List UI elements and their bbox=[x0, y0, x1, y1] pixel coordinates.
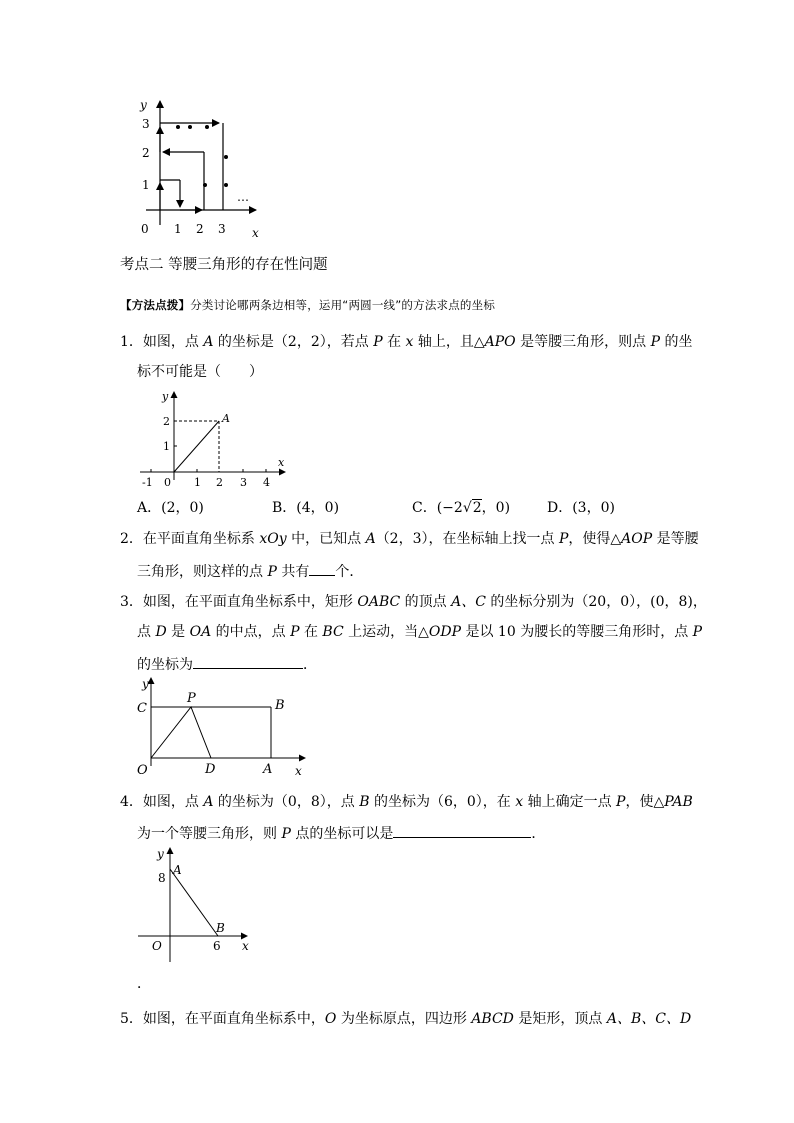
x-value-6: 6 bbox=[213, 939, 221, 953]
answer-blank[interactable] bbox=[393, 823, 531, 838]
option-a[interactable]: A．(2，0) bbox=[137, 500, 204, 516]
point-d-label: D bbox=[205, 762, 216, 777]
q1-line1: 1．如图，点 A 的坐标是（2，2），若点 P 在 x 轴上，且△APO 是等腰三角形，则点 P 的坐 bbox=[120, 334, 693, 350]
origin-label: 0 bbox=[141, 222, 149, 236]
q2-line2: 三角形，则这样的点 P 共有 个． bbox=[137, 561, 363, 581]
y-tick: 1 bbox=[142, 178, 150, 192]
q4-line2: 为一个等腰三角形，则 P 点的坐标可以是 ． bbox=[137, 823, 545, 843]
x-tick: 2 bbox=[216, 476, 223, 488]
y-value-8: 8 bbox=[158, 871, 166, 885]
figure-q4 bbox=[135, 844, 255, 968]
method-tip: 【方法点拨】分类讨论哪两条边相等，运用“两圆一线”的方法求点的坐标 bbox=[120, 298, 496, 312]
point-a-label: A bbox=[222, 412, 230, 425]
y-tick: 1 bbox=[163, 440, 170, 453]
y-axis-label: y bbox=[157, 847, 164, 861]
x-tick: 1 bbox=[174, 222, 182, 236]
x-tick: 1 bbox=[194, 476, 201, 488]
q4-trailing-dot: ． bbox=[137, 976, 151, 992]
x-tick: 3 bbox=[240, 476, 247, 488]
figure-lattice-path bbox=[130, 95, 270, 245]
q4-line1: 4．如图，点 A 的坐标为（0，8），点 B 的坐标为（6，0），在 x 轴上确定一点 P，使△PAB bbox=[120, 794, 693, 810]
y-axis-label: y bbox=[162, 390, 169, 403]
y-axis-label: y bbox=[140, 98, 147, 112]
q2-line1: 2．在平面直角坐标系 xOy 中，已知点 A（2，3），在坐标轴上找一点 P，使得△AOP 是等腰 bbox=[120, 531, 699, 547]
ellipsis: … bbox=[237, 190, 249, 204]
x-tick: 2 bbox=[196, 222, 204, 236]
point-b-label: B bbox=[275, 698, 285, 713]
option-d[interactable]: D．(3，0) bbox=[547, 500, 615, 516]
answer-blank[interactable] bbox=[309, 561, 335, 576]
figure-q3 bbox=[133, 674, 313, 784]
answer-blank[interactable] bbox=[193, 654, 303, 669]
q3-line1: 3．如图，在平面直角坐标系中，矩形 OABC 的顶点 A、C 的坐标分别为（20，0），(0，8)， bbox=[120, 594, 707, 610]
origin-label: O bbox=[137, 763, 148, 778]
point-a-label: A bbox=[173, 863, 182, 877]
q3-line3: 的坐标为 ． bbox=[137, 654, 317, 674]
point-c-label: C bbox=[137, 701, 147, 716]
q3-line2: 点 D 是 OA 的中点，点 P 在 BC 上运动，当△ODP 是以 10 为腰长的等腰三角形时，点 P bbox=[137, 624, 703, 640]
x-axis-label: x bbox=[295, 764, 302, 778]
x-axis-label: x bbox=[252, 226, 259, 240]
point-b-label: B bbox=[216, 921, 225, 935]
x-tick: -1 bbox=[142, 476, 153, 488]
y-axis-label: y bbox=[142, 677, 149, 691]
section-title: 考点二 等腰三角形的存在性问题 bbox=[120, 257, 328, 273]
y-tick: 3 bbox=[142, 117, 150, 131]
x-tick: 4 bbox=[263, 476, 270, 488]
q1-line2: 标不可能是（ ） bbox=[137, 364, 263, 380]
x-tick: 0 bbox=[164, 476, 171, 488]
q1-options bbox=[137, 497, 677, 517]
point-p-label: P bbox=[187, 691, 196, 706]
option-c[interactable]: C．(−2√2，0) bbox=[412, 500, 511, 516]
origin-label: O bbox=[152, 939, 162, 953]
x-axis-label: x bbox=[242, 939, 249, 953]
figure-q1 bbox=[135, 388, 295, 488]
option-b[interactable]: B．(4，0) bbox=[272, 500, 340, 516]
point-a-label: A bbox=[263, 762, 273, 777]
q5-line1: 5．如图，在平面直角坐标系中，O 为坐标原点，四边形 ABCD 是矩形，顶点 A、B、C、D bbox=[120, 1011, 692, 1027]
y-tick: 2 bbox=[163, 415, 170, 428]
x-axis-label: x bbox=[278, 456, 285, 469]
y-tick: 2 bbox=[142, 146, 150, 160]
x-tick: 3 bbox=[218, 222, 226, 236]
